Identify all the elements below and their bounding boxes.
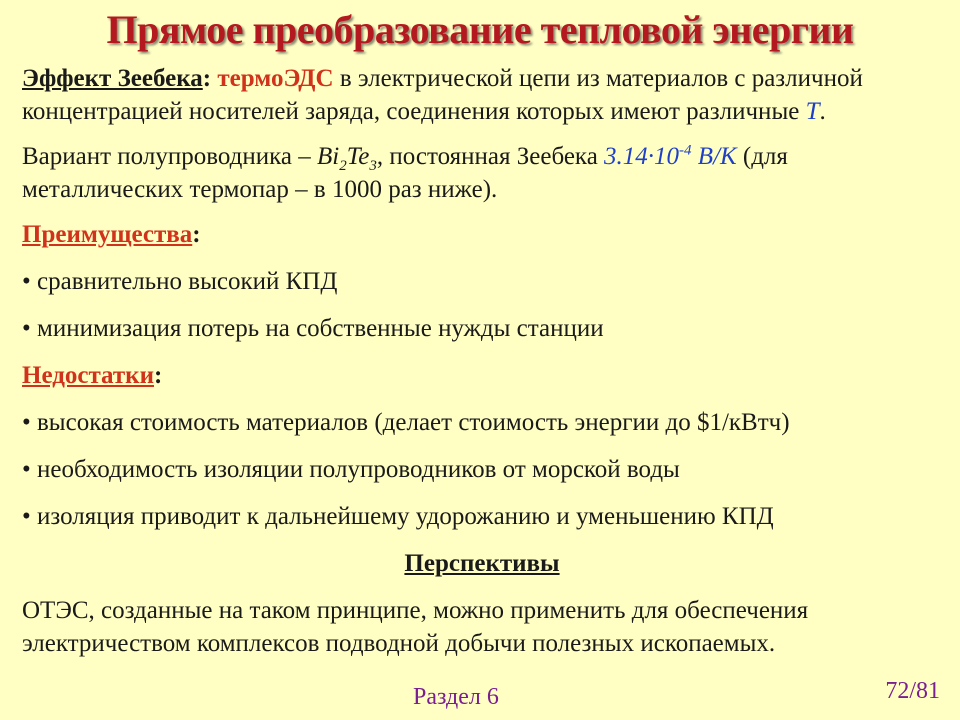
disadvantage-item: • высокая стоимость материалов (делает стоимость энергии до $1/кВтч): [22, 409, 790, 436]
formula-bi: Bi: [316, 143, 340, 170]
advantage-item: • сравнительно высокий КПД: [22, 268, 338, 295]
seebeck-unit: В/К: [691, 143, 737, 170]
disadvantages-label: Недостатки: [22, 362, 154, 389]
advantages-label: Преимущества: [22, 221, 193, 248]
disadvantage-item: • необходимость изоляции полупроводников от морской воды: [22, 456, 680, 483]
semiconductor-text-a: Вариант полупроводника –: [22, 143, 317, 170]
seebeck-text: в электрической цепи из материалов с различной концентрацией носителей заряда, соединения которых имеют различные: [22, 65, 863, 125]
disadvantages-colon: :: [153, 362, 163, 389]
slide-content: [22, 62, 942, 660]
perspectives-heading: [22, 547, 942, 580]
temperature-var: T: [805, 98, 820, 125]
seebeck-constant: 3.14·10: [604, 143, 680, 170]
advantages-colon: :: [192, 221, 201, 248]
seebeck-term: Эффект Зеебека: [22, 65, 203, 92]
advantage-item: • минимизация потерь на собственные нужды станции: [22, 315, 604, 342]
formula-bi-sub: 2: [339, 158, 347, 174]
footer-page-number: 72/81: [885, 678, 940, 704]
advantages-heading: [22, 218, 942, 251]
perspectives-label: Перспективы: [404, 550, 560, 577]
semiconductor-text-b: , постоянная Зеебека: [376, 143, 605, 170]
disadvantages-heading: [22, 359, 942, 392]
seebeck-constant-exp: -4: [679, 142, 692, 159]
slide-title: Прямое преобразование тепловой энергии: [106, 7, 854, 52]
semiconductor-paragraph: [22, 140, 942, 206]
formula-te-sub: 3: [369, 158, 377, 174]
disadvantage-item: • изоляция приводит к дальнейшему удорожанию и уменьшению КПД: [22, 503, 774, 530]
formula-te: Te: [346, 143, 370, 170]
perspectives-text: ОТЭС, созданные на таком принципе, можно применить для обеспечения электричеством комплексов подводной добычи полезных ископаемых.: [22, 597, 809, 657]
seebeck-paragraph: [22, 62, 942, 128]
seebeck-colon: :: [202, 65, 212, 92]
semiconductor-text-c: (для металлических термопар – в 1000 раз ниже).: [22, 143, 788, 203]
thermo-emf-highlight: термоЭДС: [217, 65, 334, 92]
seebeck-end: .: [819, 98, 826, 125]
footer-section-label: Раздел 6: [413, 684, 499, 710]
